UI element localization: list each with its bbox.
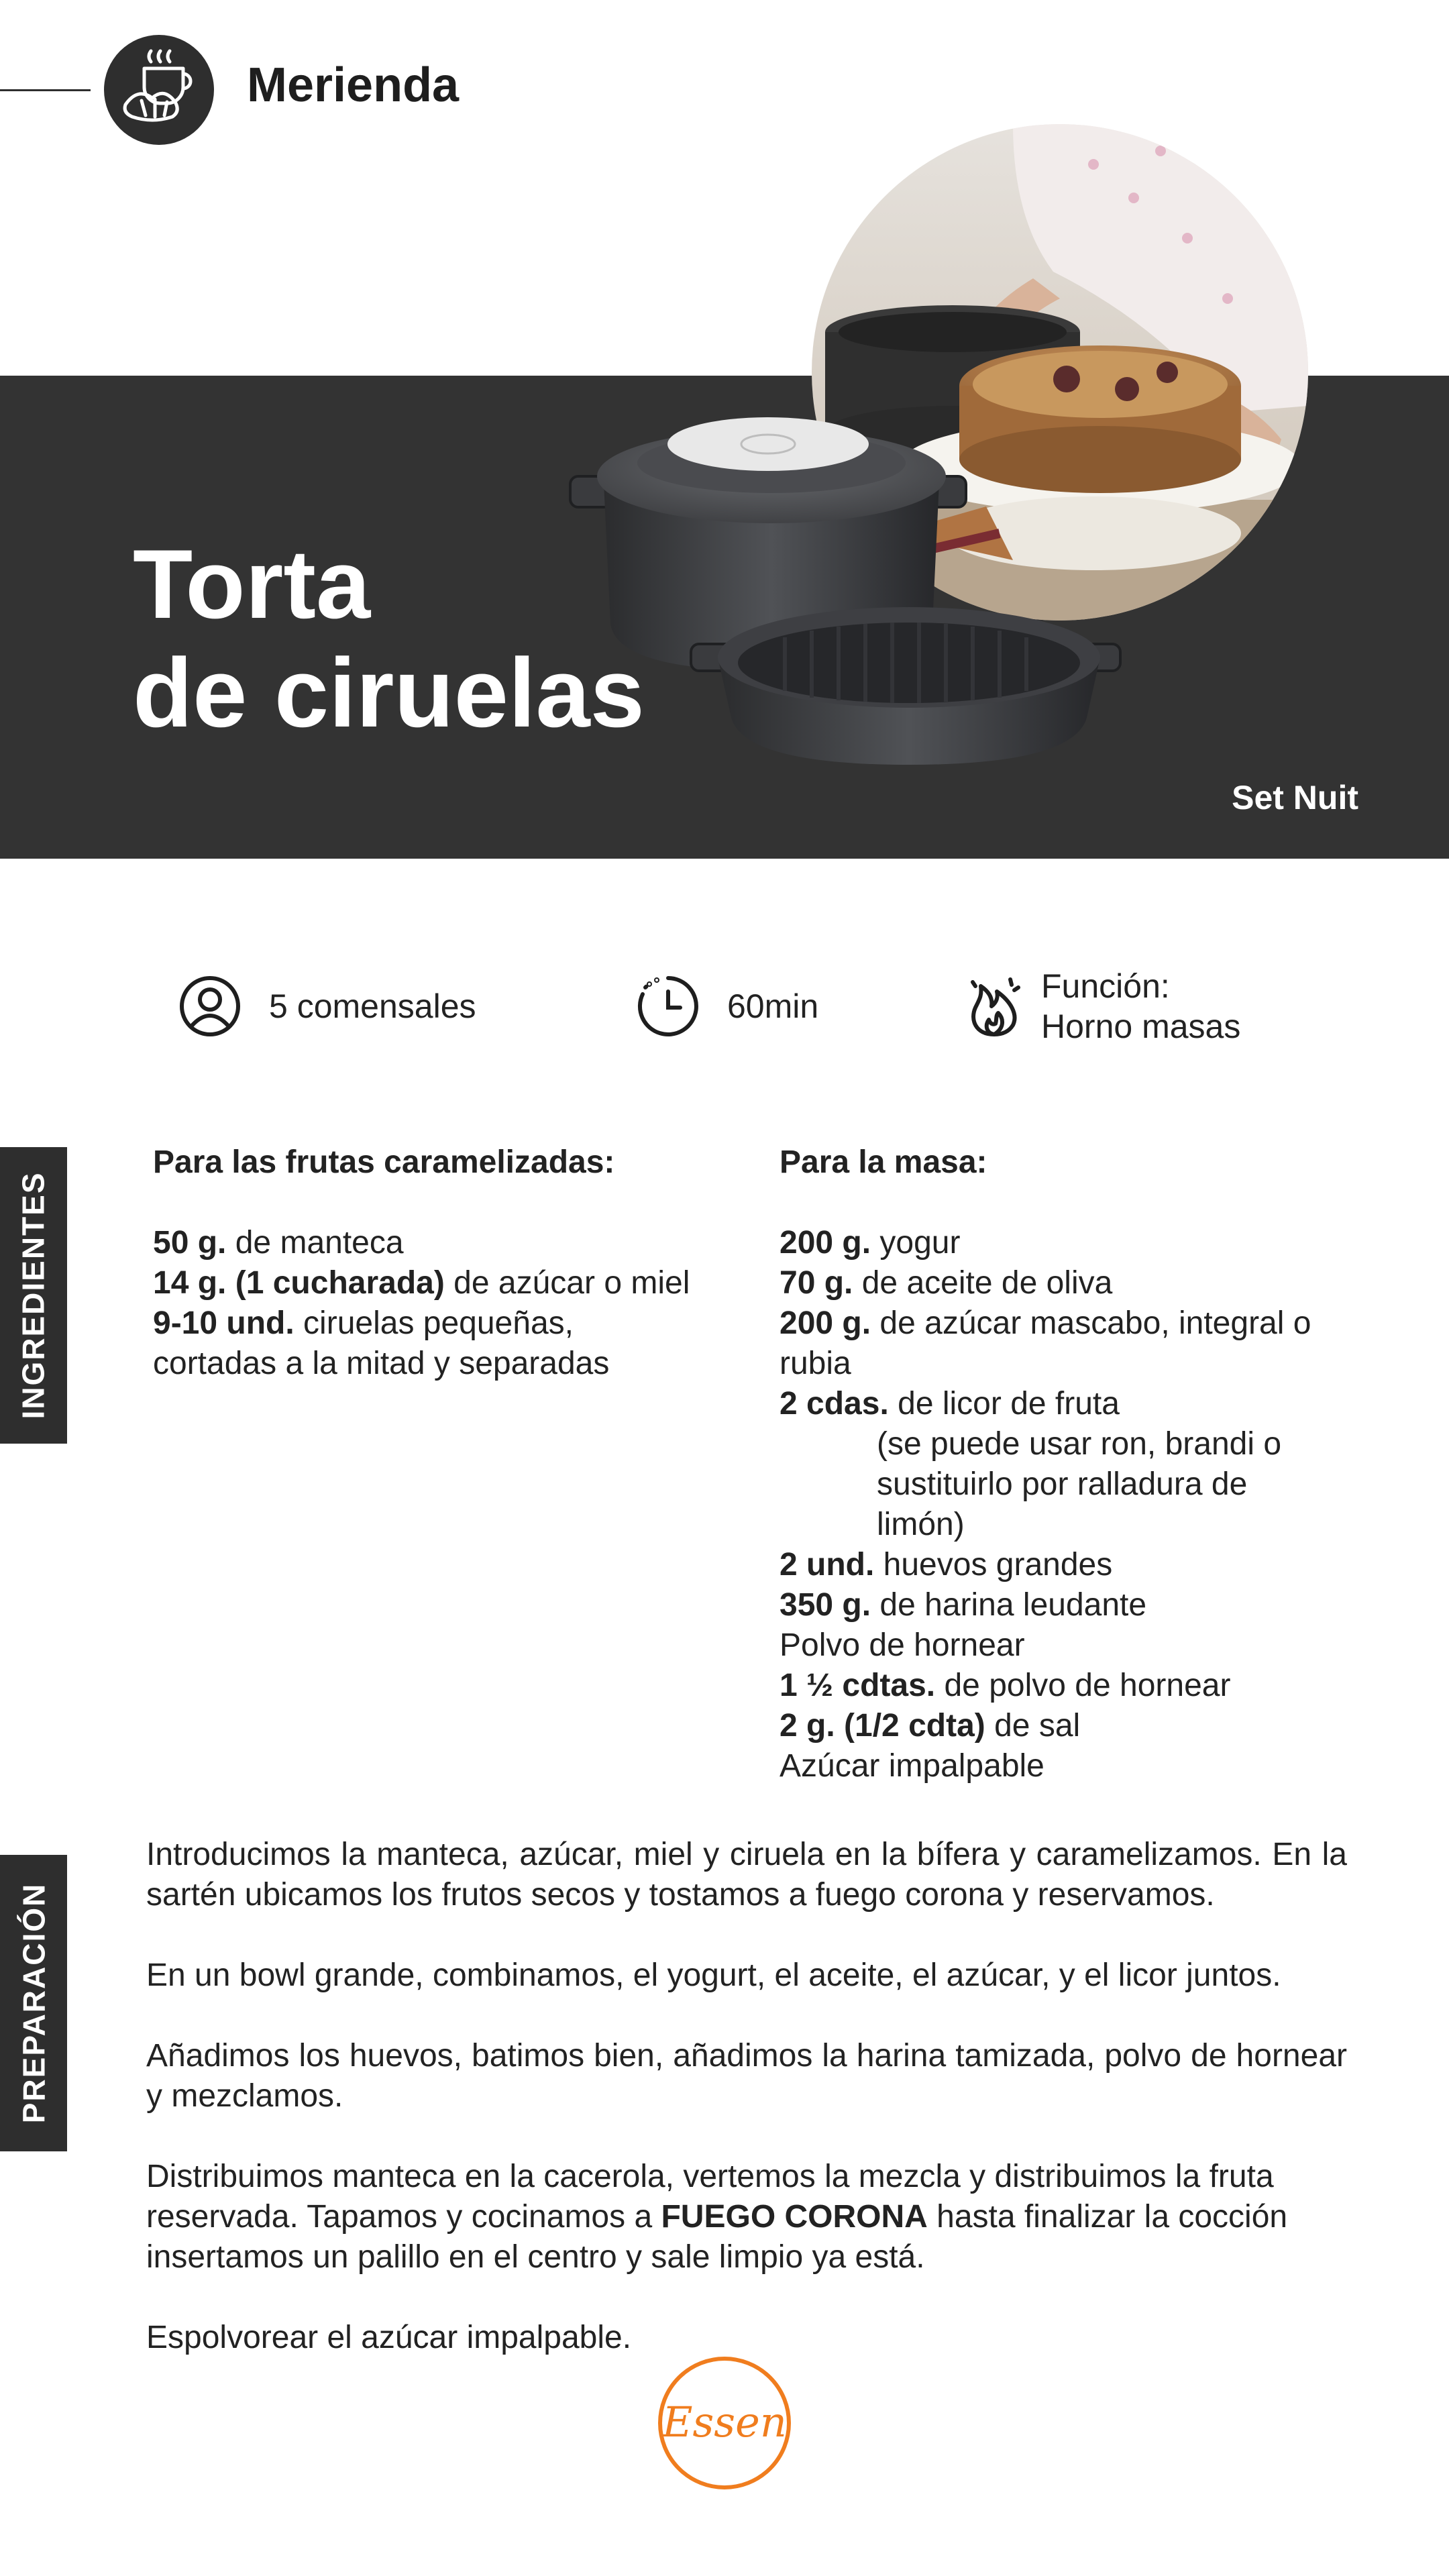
ingredient-line: 9-10 und. ciruelas pequeñas, <box>153 1305 574 1341</box>
ingredient-line: 50 g. de manteca <box>153 1225 404 1260</box>
product-name: Set Nuit <box>1232 779 1358 816</box>
svg-text:Essen: Essen <box>662 2398 787 2447</box>
cookware-image <box>564 402 1134 778</box>
essen-logo <box>656 2355 793 2491</box>
ingredient-note: sustituirlo por ralladura de <box>877 1466 1248 1502</box>
ingredient-line: Azúcar impalpable <box>780 1748 1044 1784</box>
prep-step-4: Distribuimos manteca en la cacerola, vertemos la mezcla y distribuimos la fruta reservada. Tapamos y cocinamos a FUEGO CORONA hasta finalizar la cocción insertamos un palillo en el centro y sale limpio ya está. <box>146 2159 1288 2275</box>
ingredient-line: 70 g. de aceite de oliva <box>780 1265 1113 1301</box>
prep-step-3: Añadimos los huevos, batimos bien, añadimos la harina tamizada, polvo de hornear y mezclamos. <box>146 2038 1347 2114</box>
preparation-tab-label: PREPARACIÓN <box>16 1882 52 2124</box>
preparation-tab <box>0 1855 67 2151</box>
ingredient-line: 1 ½ cdtas. de polvo de hornear <box>780 1668 1231 1703</box>
function-value: Horno masas <box>1041 1008 1241 1045</box>
flame-icon <box>966 973 1022 1040</box>
prep-step-5: Espolvorear el azúcar impalpable. <box>146 2320 632 2355</box>
ingredients-tab-label: INGREDIENTES <box>16 1171 52 1419</box>
ingredient-line: 2 cdas. de licor de fruta <box>780 1386 1120 1421</box>
ingredient-line: cortadas a la mitad y separadas <box>153 1346 610 1381</box>
ingredient-line: Polvo de hornear <box>780 1627 1025 1663</box>
recipe-title <box>133 530 645 747</box>
fruit-ingredients <box>153 1142 743 1384</box>
person-icon <box>178 974 242 1038</box>
ingredient-note: (se puede usar ron, brandi o <box>877 1426 1282 1462</box>
fruit-heading: Para las frutas caramelizadas: <box>153 1144 615 1180</box>
servings-info <box>178 966 476 1046</box>
ingredient-line: 350 g. de harina leudante <box>780 1587 1147 1623</box>
dough-heading: Para la masa: <box>780 1144 987 1180</box>
clock-icon <box>636 974 700 1038</box>
coffee-croissant-icon <box>104 35 214 145</box>
ingredient-line: 200 g. de azúcar mascabo, integral o <box>780 1305 1311 1341</box>
servings-text: 5 comensales <box>269 987 476 1025</box>
ingredient-line: 14 g. (1 cucharada) de azúcar o miel <box>153 1265 690 1301</box>
function-info <box>966 966 1240 1046</box>
title-line-1: Torta <box>133 529 371 639</box>
ingredient-line: 2 g. (1/2 cdta) de sal <box>780 1708 1081 1743</box>
category-label: Merienda <box>247 58 460 112</box>
dough-ingredients <box>780 1142 1370 1786</box>
preparation-steps <box>146 1835 1347 2398</box>
ingredient-line: rubia <box>780 1346 851 1381</box>
function-label: Función: <box>1041 967 1170 1005</box>
ingredients-tab <box>0 1147 67 1444</box>
time-info <box>636 966 818 1046</box>
ingredient-line: 2 und. huevos grandes <box>780 1547 1113 1582</box>
header-rule <box>0 89 91 91</box>
title-line-2: de ciruelas <box>133 638 645 747</box>
prep-step-2: En un bowl grande, combinamos, el yogurt, el aceite, el azúcar, y el licor juntos. <box>146 1957 1281 1993</box>
ingredient-line: 200 g. yogur <box>780 1225 961 1260</box>
ingredient-note: limón) <box>877 1507 965 1542</box>
prep-step-1: Introducimos la manteca, azúcar, miel y ciruela en la bífera y caramelizamos. En la sartén ubicamos los frutos secos y tostamos a fuego corona y reservamos. <box>146 1837 1347 1913</box>
time-text: 60min <box>727 987 819 1025</box>
